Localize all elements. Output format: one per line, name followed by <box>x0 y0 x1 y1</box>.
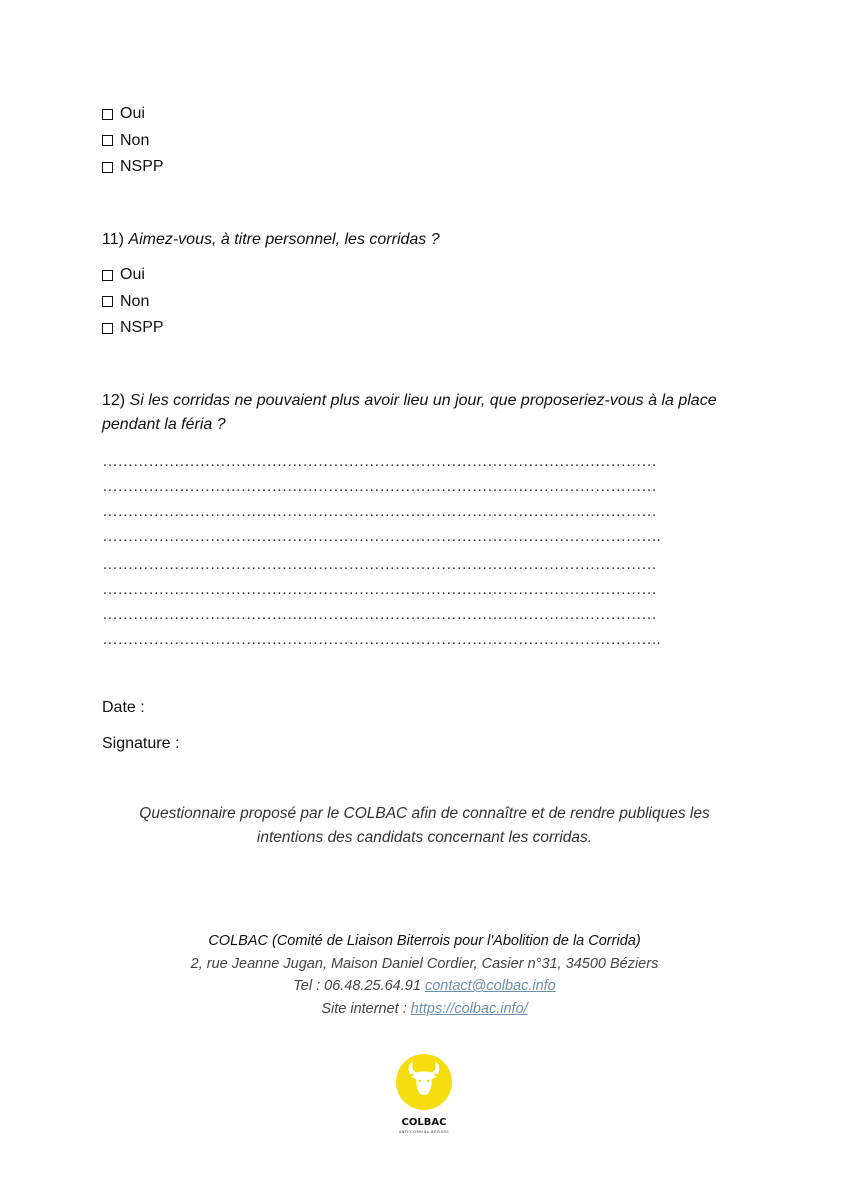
checkbox[interactable] <box>102 323 113 334</box>
q11-options <box>102 262 164 342</box>
signature-field[interactable]: Signature : <box>102 735 180 752</box>
contact-email-link[interactable]: contact@colbac.info <box>424 978 556 994</box>
q12-number: 12) <box>102 392 126 409</box>
footnote-line-1: Questionnaire proposé par le COLBAC afin de connaître et de rendre publiques les <box>139 805 710 822</box>
q10-options <box>102 101 164 181</box>
checkbox[interactable] <box>102 270 113 281</box>
q12-question <box>102 389 762 437</box>
colbac-logo <box>393 1052 455 1136</box>
answer-line: ……………………………………………………………………………………………… <box>102 606 657 623</box>
bull-eye <box>427 1080 430 1083</box>
checkbox[interactable] <box>102 296 113 307</box>
answer-line: ……………………………………………………………………………………………… <box>102 478 657 495</box>
checkbox[interactable] <box>102 162 113 173</box>
q11-option-oui[interactable]: Oui <box>102 262 164 289</box>
footnote-line-2: intentions des candidats concernant les corridas. <box>256 829 593 846</box>
contact-tel-line <box>0 975 849 998</box>
checkbox[interactable] <box>102 135 113 146</box>
logo-tagline: ANTI CORRIDA BÉZIERS <box>398 1130 450 1134</box>
q10-option-non[interactable]: Non <box>102 128 164 155</box>
logo-name: COLBAC <box>401 1117 447 1128</box>
bull-eye <box>419 1080 422 1083</box>
answer-line: ……………………………………………………………………………………………… <box>102 556 657 573</box>
checkbox[interactable] <box>102 109 113 120</box>
answer-line: ……………………………………………………………………………………………… <box>102 453 657 470</box>
date-field[interactable]: Date : <box>102 699 145 716</box>
q10-option-oui[interactable]: Oui <box>102 101 164 128</box>
q11-text: Aimez-vous, à titre personnel, les corridas ? <box>128 231 440 248</box>
q12-text: Si les corridas ne pouvaient plus avoir lieu un jour, que proposeriez-vous à la place pendant la féria ? <box>102 392 717 433</box>
contact-org: COLBAC (Comité de Liaison Biterrois pour l'Abolition de la Corrida) <box>208 933 641 949</box>
contact-address: 2, rue Jeanne Jugan, Maison Daniel Cordier, Casier n°31, 34500 Béziers <box>190 955 659 972</box>
answer-line: ………………………………………………………………………………………………. <box>102 528 661 545</box>
q11-question <box>102 228 440 252</box>
q11-option-non[interactable]: Non <box>102 289 164 316</box>
contact-site-link[interactable]: https://colbac.info/ <box>410 1000 528 1017</box>
q11-number: 11) <box>102 231 124 248</box>
q10-option-nspp[interactable]: NSPP <box>102 154 164 181</box>
q11-option-nspp[interactable]: NSPP <box>102 315 164 342</box>
contact-tel: Tel : 06.48.25.64.91 <box>293 978 421 994</box>
contact-site-line <box>0 998 849 1021</box>
contact-block <box>0 930 849 1020</box>
answer-line: ……………………………………………………………………………………………… <box>102 503 657 520</box>
answer-area[interactable] <box>102 449 660 652</box>
contact-site-label: Site internet : <box>321 1000 407 1017</box>
answer-line: ……………………………………………………………………………………………… <box>102 581 657 598</box>
footnote <box>0 802 849 850</box>
answer-line: ………………………………………………………………………………………………. <box>102 631 661 648</box>
